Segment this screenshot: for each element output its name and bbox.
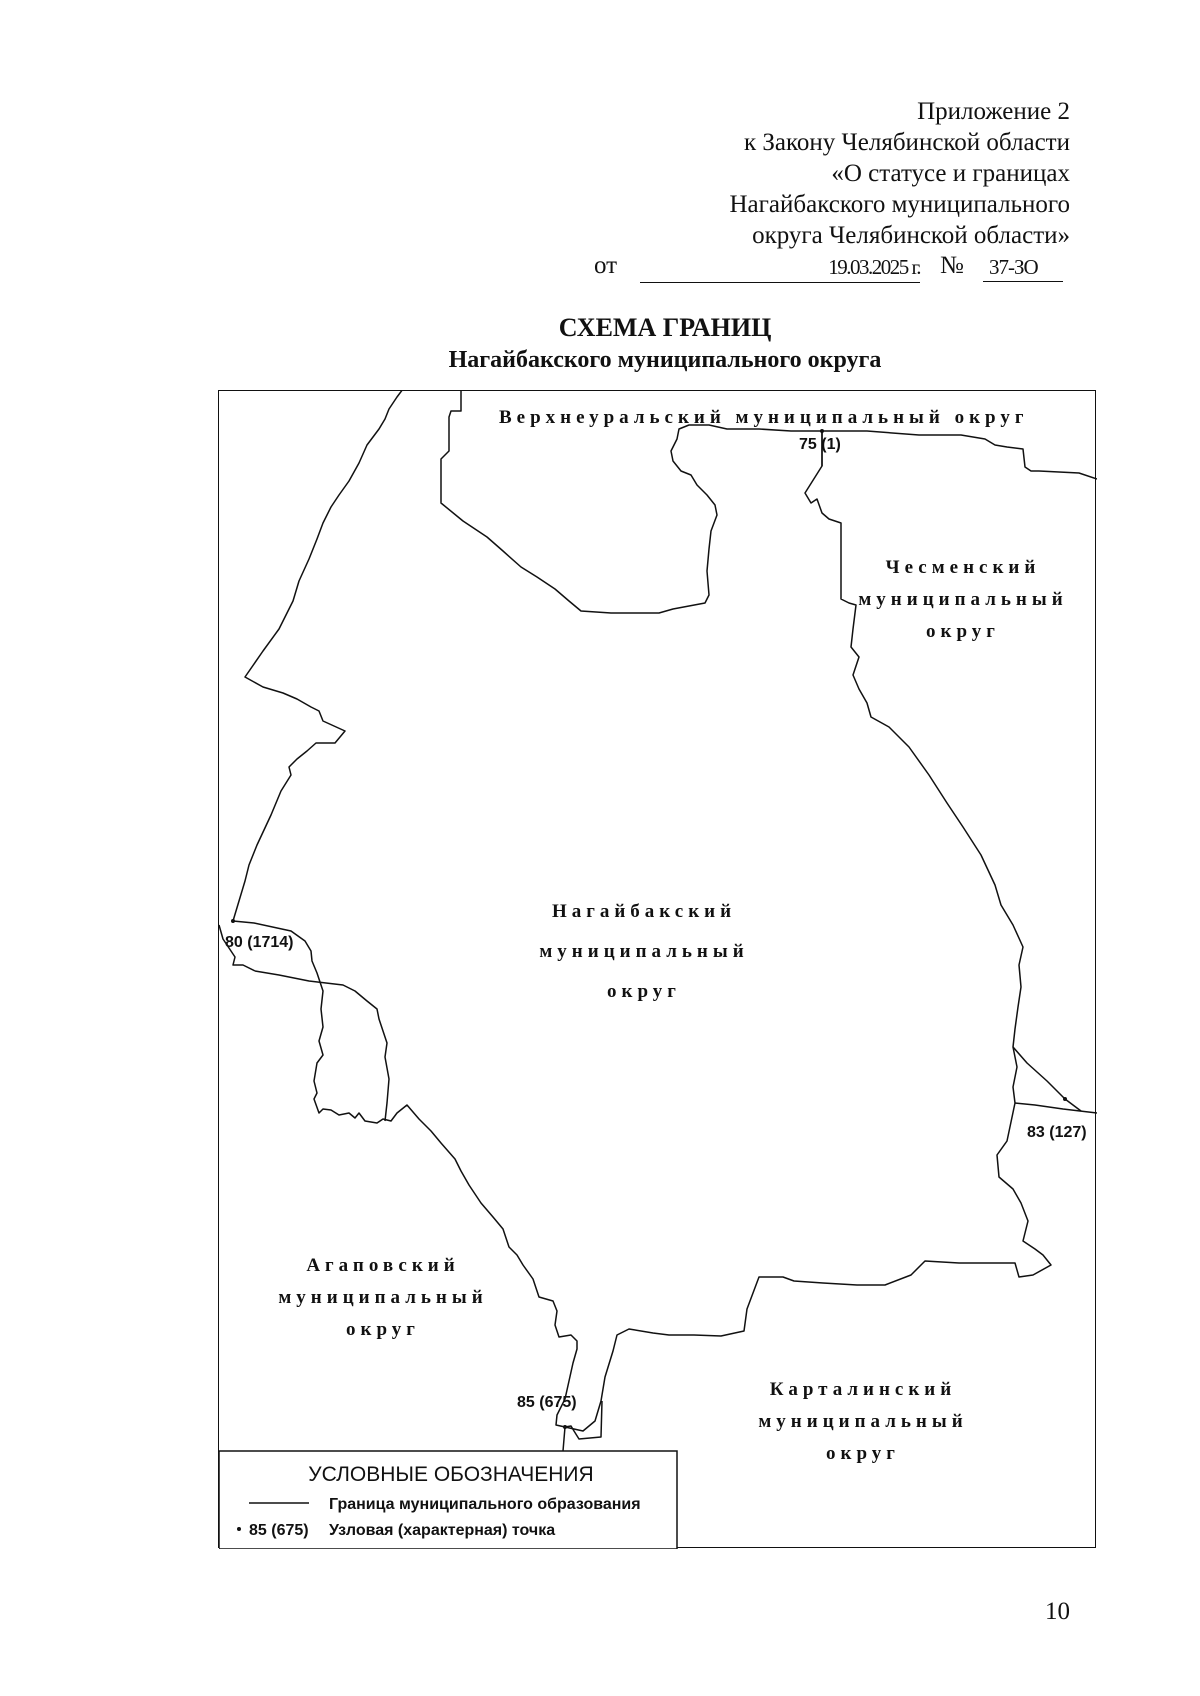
appendix-line: к Закону Челябинской области	[744, 129, 1070, 156]
date-prefix: от	[594, 252, 618, 279]
point-label-83: 83 (127)	[1027, 1124, 1087, 1141]
legend-node-text: Узловая (характерная) точка	[329, 1522, 556, 1539]
label-agapov-3: округ	[346, 1319, 420, 1340]
legend-boundary-text: Граница муниципального образования	[329, 1496, 641, 1513]
label-kartaly-2: муниципальный	[758, 1411, 968, 1432]
north-boundary	[822, 431, 1097, 479]
boundaries	[219, 391, 1097, 1481]
east-boundary-upper	[1013, 1047, 1081, 1111]
east-boundary	[1015, 1103, 1097, 1113]
label-chesme-3: округ	[926, 621, 1000, 642]
legend-node-sample-label: 85 (675)	[249, 1522, 309, 1539]
label-kartaly-3: округ	[826, 1443, 900, 1464]
legend	[219, 1451, 677, 1549]
node-point-85	[563, 1425, 567, 1429]
title-main: СХЕМА ГРАНИЦ	[558, 313, 772, 342]
appendix-header	[470, 96, 1070, 251]
label-verkhneuralsky: Верхнеуральский муниципальный округ	[499, 407, 1029, 428]
label-kartaly-1: Карталинский	[769, 1379, 957, 1400]
point-label-75: 75 (1)	[799, 436, 841, 453]
label-agapov-1: Агаповский	[306, 1255, 460, 1276]
node-point-80	[231, 919, 235, 923]
law-date-row	[470, 250, 1070, 284]
label-chesme-1: Чесменский	[885, 557, 1041, 578]
map-frame	[218, 390, 1096, 1548]
point-label-80: 80 (1714)	[225, 934, 294, 951]
title-sub: Нагайбакского муниципального округа	[448, 347, 882, 373]
node-point-75	[820, 429, 824, 433]
point-label-85: 85 (675)	[517, 1394, 577, 1411]
law-number: 37-ЗО	[983, 252, 1063, 282]
label-nagaybak-3: округ	[607, 981, 681, 1002]
node-point-83	[1063, 1097, 1067, 1101]
page-number: 10	[1045, 1598, 1070, 1625]
label-nagaybak-2: муниципальный	[539, 941, 749, 962]
law-date: 19.03.2025 г.	[640, 252, 920, 283]
node-points	[231, 429, 1067, 1429]
boundary-map	[219, 391, 1097, 1549]
legend-node-sample	[237, 1527, 241, 1531]
appendix-line: «О статусе и границах	[831, 160, 1070, 187]
label-chesme-2: муниципальный	[858, 589, 1068, 610]
appendix-line: Нагайбакского муниципального	[729, 191, 1070, 218]
label-agapov-2: муниципальный	[278, 1287, 488, 1308]
appendix-line: Приложение 2	[917, 98, 1070, 125]
label-nagaybak-1: Нагайбакский	[551, 901, 737, 922]
number-prefix: №	[940, 252, 964, 279]
legend-title: УСЛОВНЫЕ ОБОЗНАЧЕНИЯ	[308, 1463, 594, 1486]
appendix-line: округа Челябинской области»	[752, 222, 1070, 249]
page-title	[0, 312, 1200, 376]
